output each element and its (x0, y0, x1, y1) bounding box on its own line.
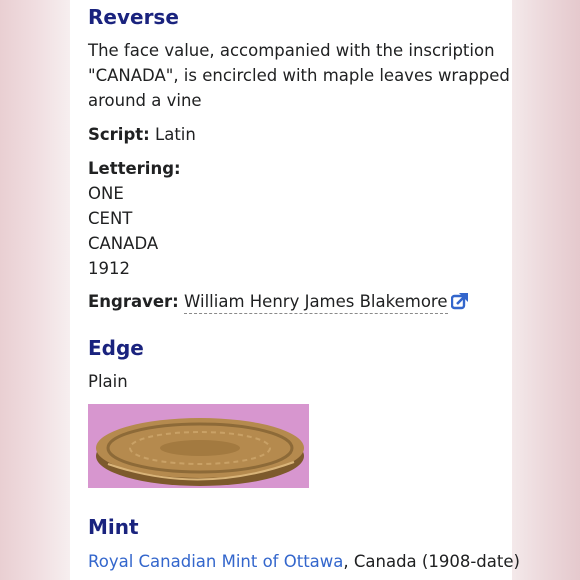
engraver-link[interactable]: William Henry James Blakemore (184, 292, 447, 314)
external-link-icon[interactable] (451, 292, 469, 317)
reverse-description-line-1: The face value, accompanied with the inscription (88, 41, 495, 60)
reverse-description-line-2: "CANADA", is encircled with maple leaves wrapped (88, 66, 510, 85)
engraver-row (88, 289, 469, 317)
coin-detail-panel (70, 0, 520, 580)
script-value: Latin (155, 125, 196, 144)
coin-edge-photo[interactable] (88, 404, 309, 488)
edge-value: Plain (88, 372, 128, 391)
mint-link[interactable]: Royal Canadian Mint of Ottawa (88, 552, 344, 571)
lettering-line-1: ONE (88, 184, 124, 203)
lettering-line-2: CENT (88, 209, 133, 228)
engraver-label: Engraver: (88, 292, 179, 311)
script-label: Script: (88, 125, 150, 144)
mint-location: , Canada (1908-date) (343, 552, 520, 571)
reverse-heading: Reverse (88, 5, 179, 29)
mint-row (88, 549, 520, 574)
mint-heading: Mint (88, 515, 139, 539)
edge-heading: Edge (88, 336, 144, 360)
reverse-description-line-3: around a vine (88, 91, 202, 110)
lettering-line-3: CANADA (88, 234, 159, 253)
lettering-line-4: 1912 (88, 259, 130, 278)
lettering-label: Lettering: (88, 159, 181, 178)
script-row (88, 122, 196, 147)
